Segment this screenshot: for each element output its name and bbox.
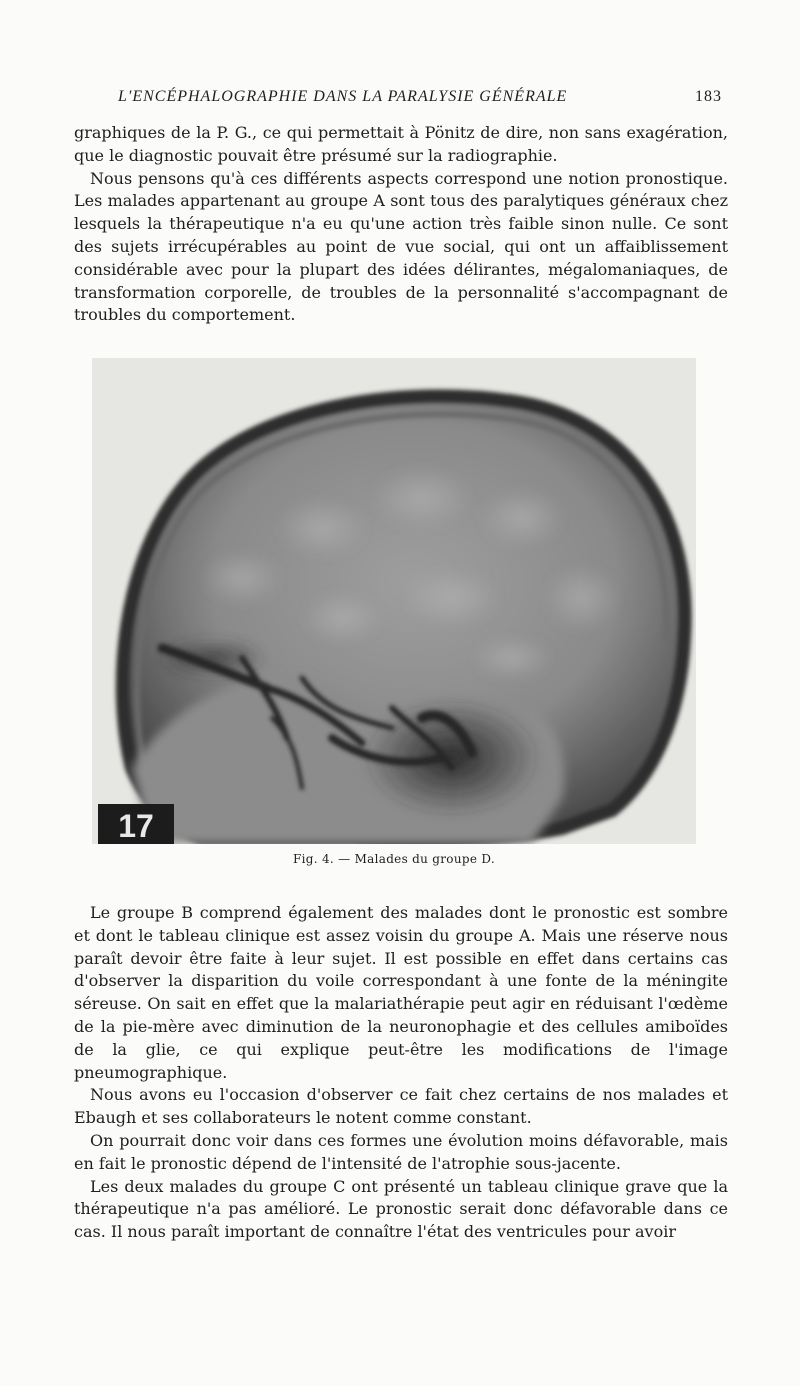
running-head xyxy=(118,88,722,110)
paragraph: On pourrait donc voir dans ces formes une évolution moins défavorable, mais en fait le pronostic dépend de l'intensité de l'atrophie sous-jacente. xyxy=(74,1130,728,1173)
film-number-label: 17 xyxy=(118,808,154,844)
body-text-bottom xyxy=(74,902,728,1244)
paragraph: Le groupe B comprend également des malades dont le pronostic est sombre et dont le tableau clinique est assez voisin du groupe A. Mais une réserve nous paraît devoir être faite à leur sujet. Il est possible en effet dans certains cas d'observer la disparition du voile correspondant à une fonte de la méningite séreuse. On sait en effet que la malariathérapie peut agir en réduisant l'œdème de la pie-mère avec diminution de la neuronophagie et des cellules amiboïdes de la glie, ce qui explique peut-être les modifications de l'image pneumographique. xyxy=(74,903,728,1082)
figure-caption: Fig. 4. — Malades du groupe D. xyxy=(293,852,495,866)
paragraph: graphiques de la P. G., ce qui permettait à Pönitz de dire, non sans exagération, que le diagnostic pouvait être présumé sur la radiographie. xyxy=(74,123,728,165)
paragraph: Nous pensons qu'à ces différents aspects correspond une notion pronostique. Les malades appartenant au groupe A sont tous des paralytiques généraux chez lesquels la thérapeutique n'a eu qu'une action très faible sinon nulle. Ce sont des sujets irrécupérables au point de vue social, qui ont un affaiblissement considérable avec pour la plupart des idées délirantes, mégalomaniaques, de transformation corporelle, de troubles de la personnalité s'accompagnant de troubles du comportement. xyxy=(74,168,728,325)
body-text-top xyxy=(74,122,728,327)
running-title: L'ENCÉPHALOGRAPHIE DANS LA PARALYSIE GÉNÉRALE xyxy=(118,88,568,105)
skull-radiograph-figure xyxy=(92,358,696,844)
skull-radiograph-image xyxy=(92,358,696,844)
paragraph: Les deux malades du groupe C ont présenté un tableau clinique grave que la thérapeutique n'a pas amélioré. Le pronostic serait donc défavorable dans ce cas. Il nous paraît important de connaître l'état des ventricules pour avoir xyxy=(74,1176,728,1242)
page-number: 183 xyxy=(695,88,722,105)
paragraph: Nous avons eu l'occasion d'observer ce fait chez certains de nos malades et Ebaugh et ses collaborateurs le notent comme constant. xyxy=(74,1085,728,1128)
